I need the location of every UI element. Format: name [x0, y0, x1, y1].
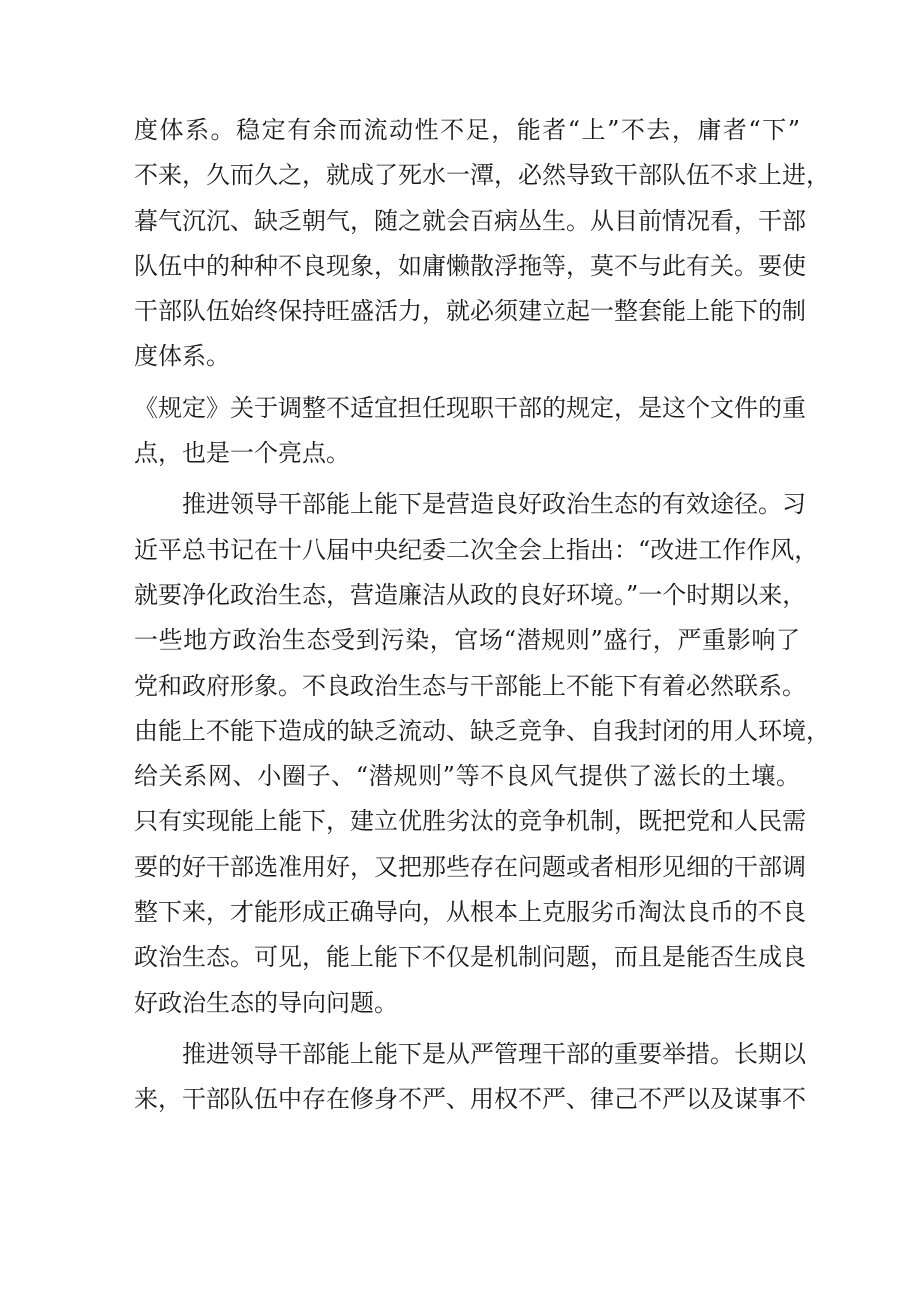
- text-line: 《规定》关于调整不适宜担任现职干部的规定，是这个文件的重: [134, 393, 806, 422]
- text-line: 干部队伍始终保持旺盛活力，就必须建立起一整套能上能下的制: [134, 297, 806, 326]
- text-line: 由能上不能下造成的缺乏流动、缺乏竞争、自我封闭的用人环境，: [134, 716, 830, 745]
- text-line: 给关系网、小圈子、“潜规则”等不良风气提供了滋长的土壤。: [134, 762, 800, 791]
- text-line: 度体系。: [134, 342, 230, 371]
- text-line: 来，干部队伍中存在修身不严、用权不严、律己不严以及谋事不: [134, 1085, 806, 1114]
- document-body: [134, 108, 830, 1123]
- text-line: 队伍中的种种不良现象，如庸懒散浮拖等，莫不与此有关。要使: [134, 251, 806, 280]
- text-line: 暮气沉沉、缺乏朝气，随之就会百病丛生。从目前情况看，干部: [134, 206, 806, 235]
- text-line: 推进领导干部能上能下是营造良好政治生态的有效途径。习: [182, 490, 806, 519]
- text-line: 政治生态。可见，能上能下不仅是机制问题，而且是能否生成良: [134, 943, 806, 972]
- text-line: 点，也是一个亮点。: [134, 439, 350, 468]
- paragraph-4: [134, 1032, 806, 1123]
- paragraph-2: [134, 386, 806, 477]
- paragraph-3: [134, 482, 830, 1026]
- text-line: 整下来，才能形成正确导向，从根本上克服劣币淘汰良币的不良: [134, 898, 806, 927]
- text-line: 党和政府形象。不良政治生态与干部能上不能下有着必然联系。: [134, 671, 806, 700]
- text-line: 一些地方政治生态受到污染，官场“潜规则”盛行，严重影响了: [134, 626, 800, 655]
- text-line: 好政治生态的导向问题。: [134, 988, 398, 1017]
- paragraph-1: [134, 108, 830, 380]
- text-line: 推进领导干部能上能下是从严管理干部的重要举措。长期以: [182, 1039, 806, 1068]
- text-line: 就要净化政治生态，营造廉洁从政的良好环境。”一个时期以来，: [134, 580, 807, 609]
- text-line: 要的好干部选准用好，又把那些存在问题或者相形见细的干部调: [134, 852, 806, 881]
- text-line: 不来，久而久之，就成了死水一潭，必然导致干部队伍不求上进，: [134, 161, 830, 190]
- text-line: 近平总书记在十八届中央纪委二次全会上指出：“改进工作作风，: [134, 535, 819, 564]
- text-line: 只有实现能上能下，建立优胜劣汰的竞争机制，既把党和人民需: [134, 807, 806, 836]
- text-line: 度体系。稳定有余而流动性不足，能者“上”不去，庸者“下”: [134, 116, 800, 144]
